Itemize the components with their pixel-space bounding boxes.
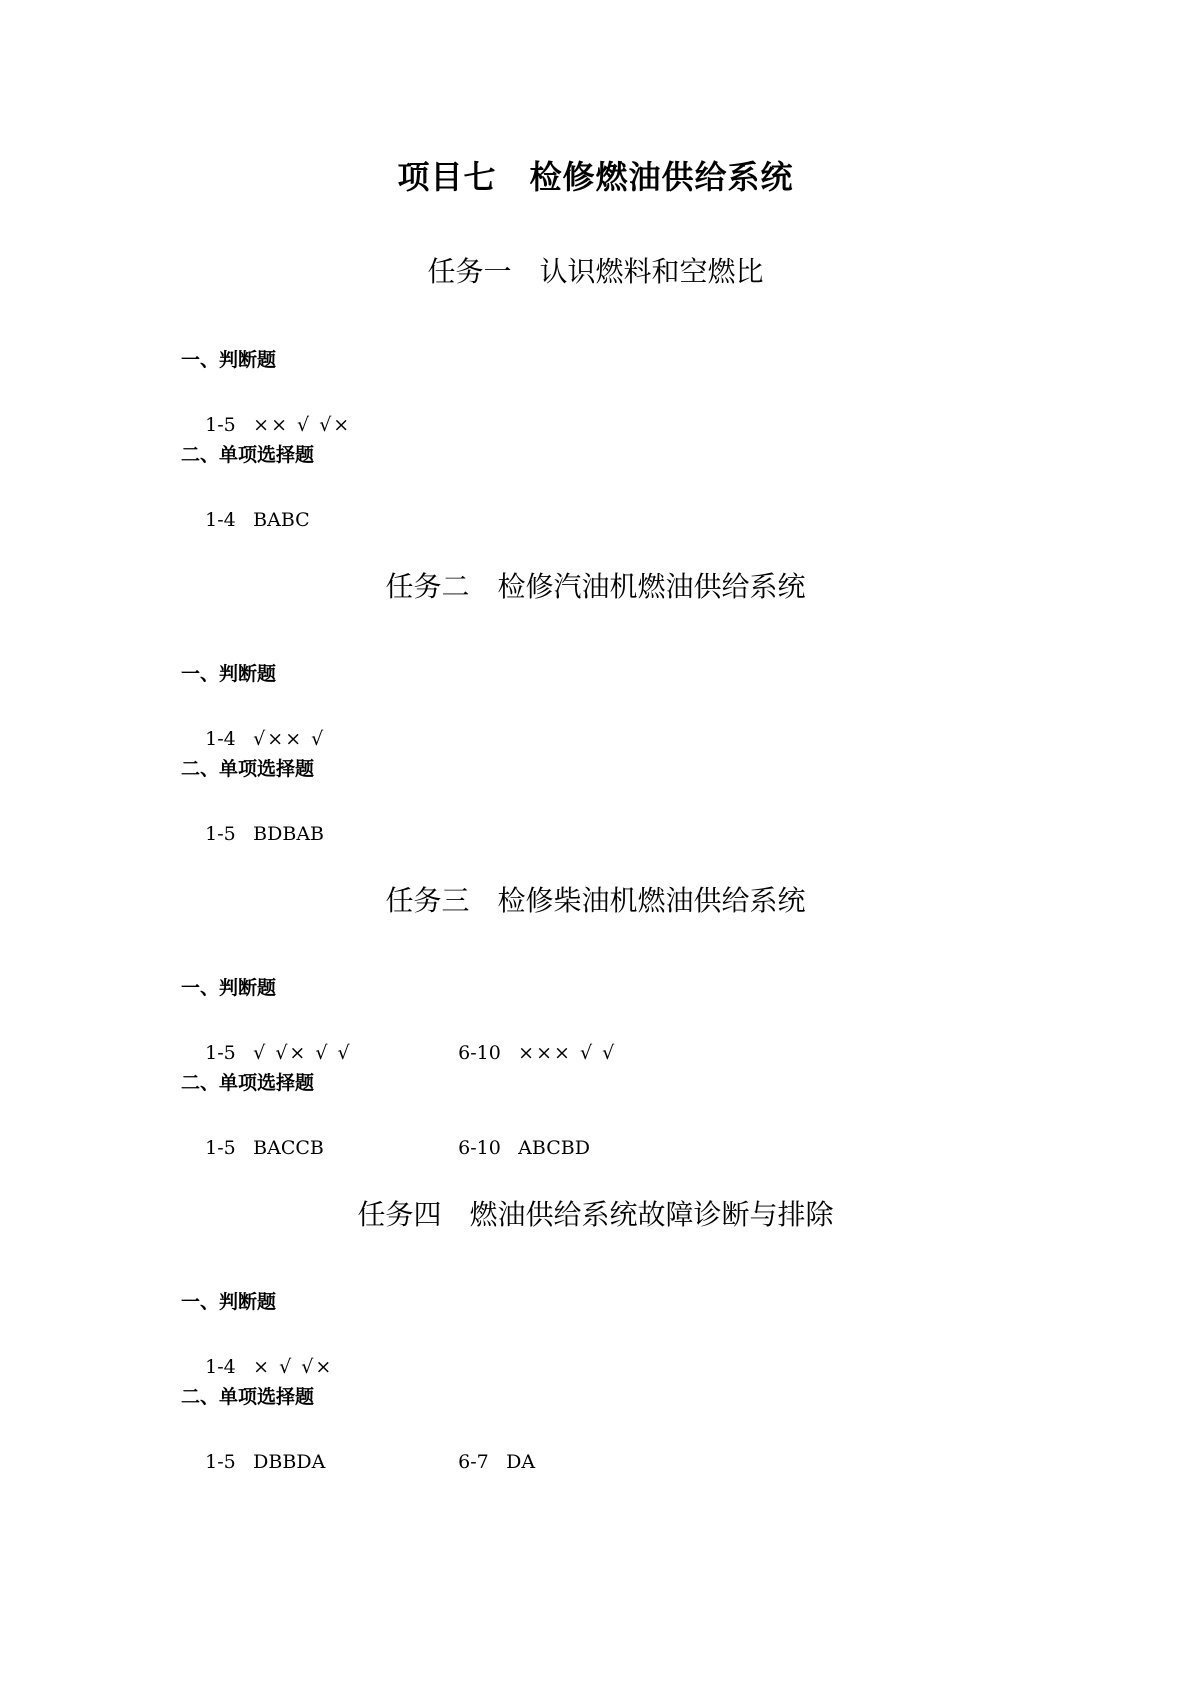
answer-value: √ √× √ √ [253,1042,352,1064]
task-title: 任务二 检修汽油机燃油供给系统 [385,570,806,603]
choice-section-label: 二、单项选择题 [181,758,315,780]
choice-answer-line [181,1115,590,1181]
page-title: 项目七 检修燃油供给系统 [397,158,794,196]
answer-value: × √ √× [253,1356,334,1378]
answer-range: 6-7 [458,1451,489,1473]
judge-section-label: 一、判断题 [181,349,277,371]
answer-value: ABCBD [518,1137,590,1159]
answer-range: 1-5 [205,823,236,845]
answer-range: 1-4 [205,509,236,531]
answer-range: 6-10 [458,1042,501,1064]
answer-value: DBBDA [253,1451,326,1473]
task-title: 任务一 认识燃料和空燃比 [427,255,764,288]
choice-section-label: 二、单项选择题 [181,1072,315,1094]
answer-value: BDBAB [253,823,325,845]
answer-range: 1-5 [205,1451,236,1473]
answer-value: ×× √ √× [253,414,352,436]
task-title: 任务三 检修柴油机燃油供给系统 [385,884,806,917]
choice-section-label: 二、单项选择题 [181,444,315,466]
answer-value: BABC [253,509,310,531]
judge-section-label: 一、判断题 [181,977,277,999]
answer-value: DA [506,1451,536,1473]
judge-section-label: 一、判断题 [181,663,277,685]
answer-value: ××× √ √ [518,1042,617,1064]
answer-range: 1-5 [205,1042,236,1064]
answer-range: 1-4 [205,1356,236,1378]
answer-range: 1-5 [205,414,236,436]
answer-value: BACCB [253,1137,324,1159]
answer-range: 1-4 [205,728,236,750]
choice-answer-line [181,487,458,553]
answer-value: √×× √ [253,728,326,750]
answer-range: 6-10 [458,1137,501,1159]
judge-section-label: 一、判断题 [181,1291,277,1313]
choice-answer-line [181,1429,535,1495]
choice-answer-line [181,801,458,867]
choice-section-label: 二、单项选择题 [181,1386,315,1408]
task-title: 任务四 燃油供给系统故障诊断与排除 [357,1198,834,1231]
answer-range: 1-5 [205,1137,236,1159]
